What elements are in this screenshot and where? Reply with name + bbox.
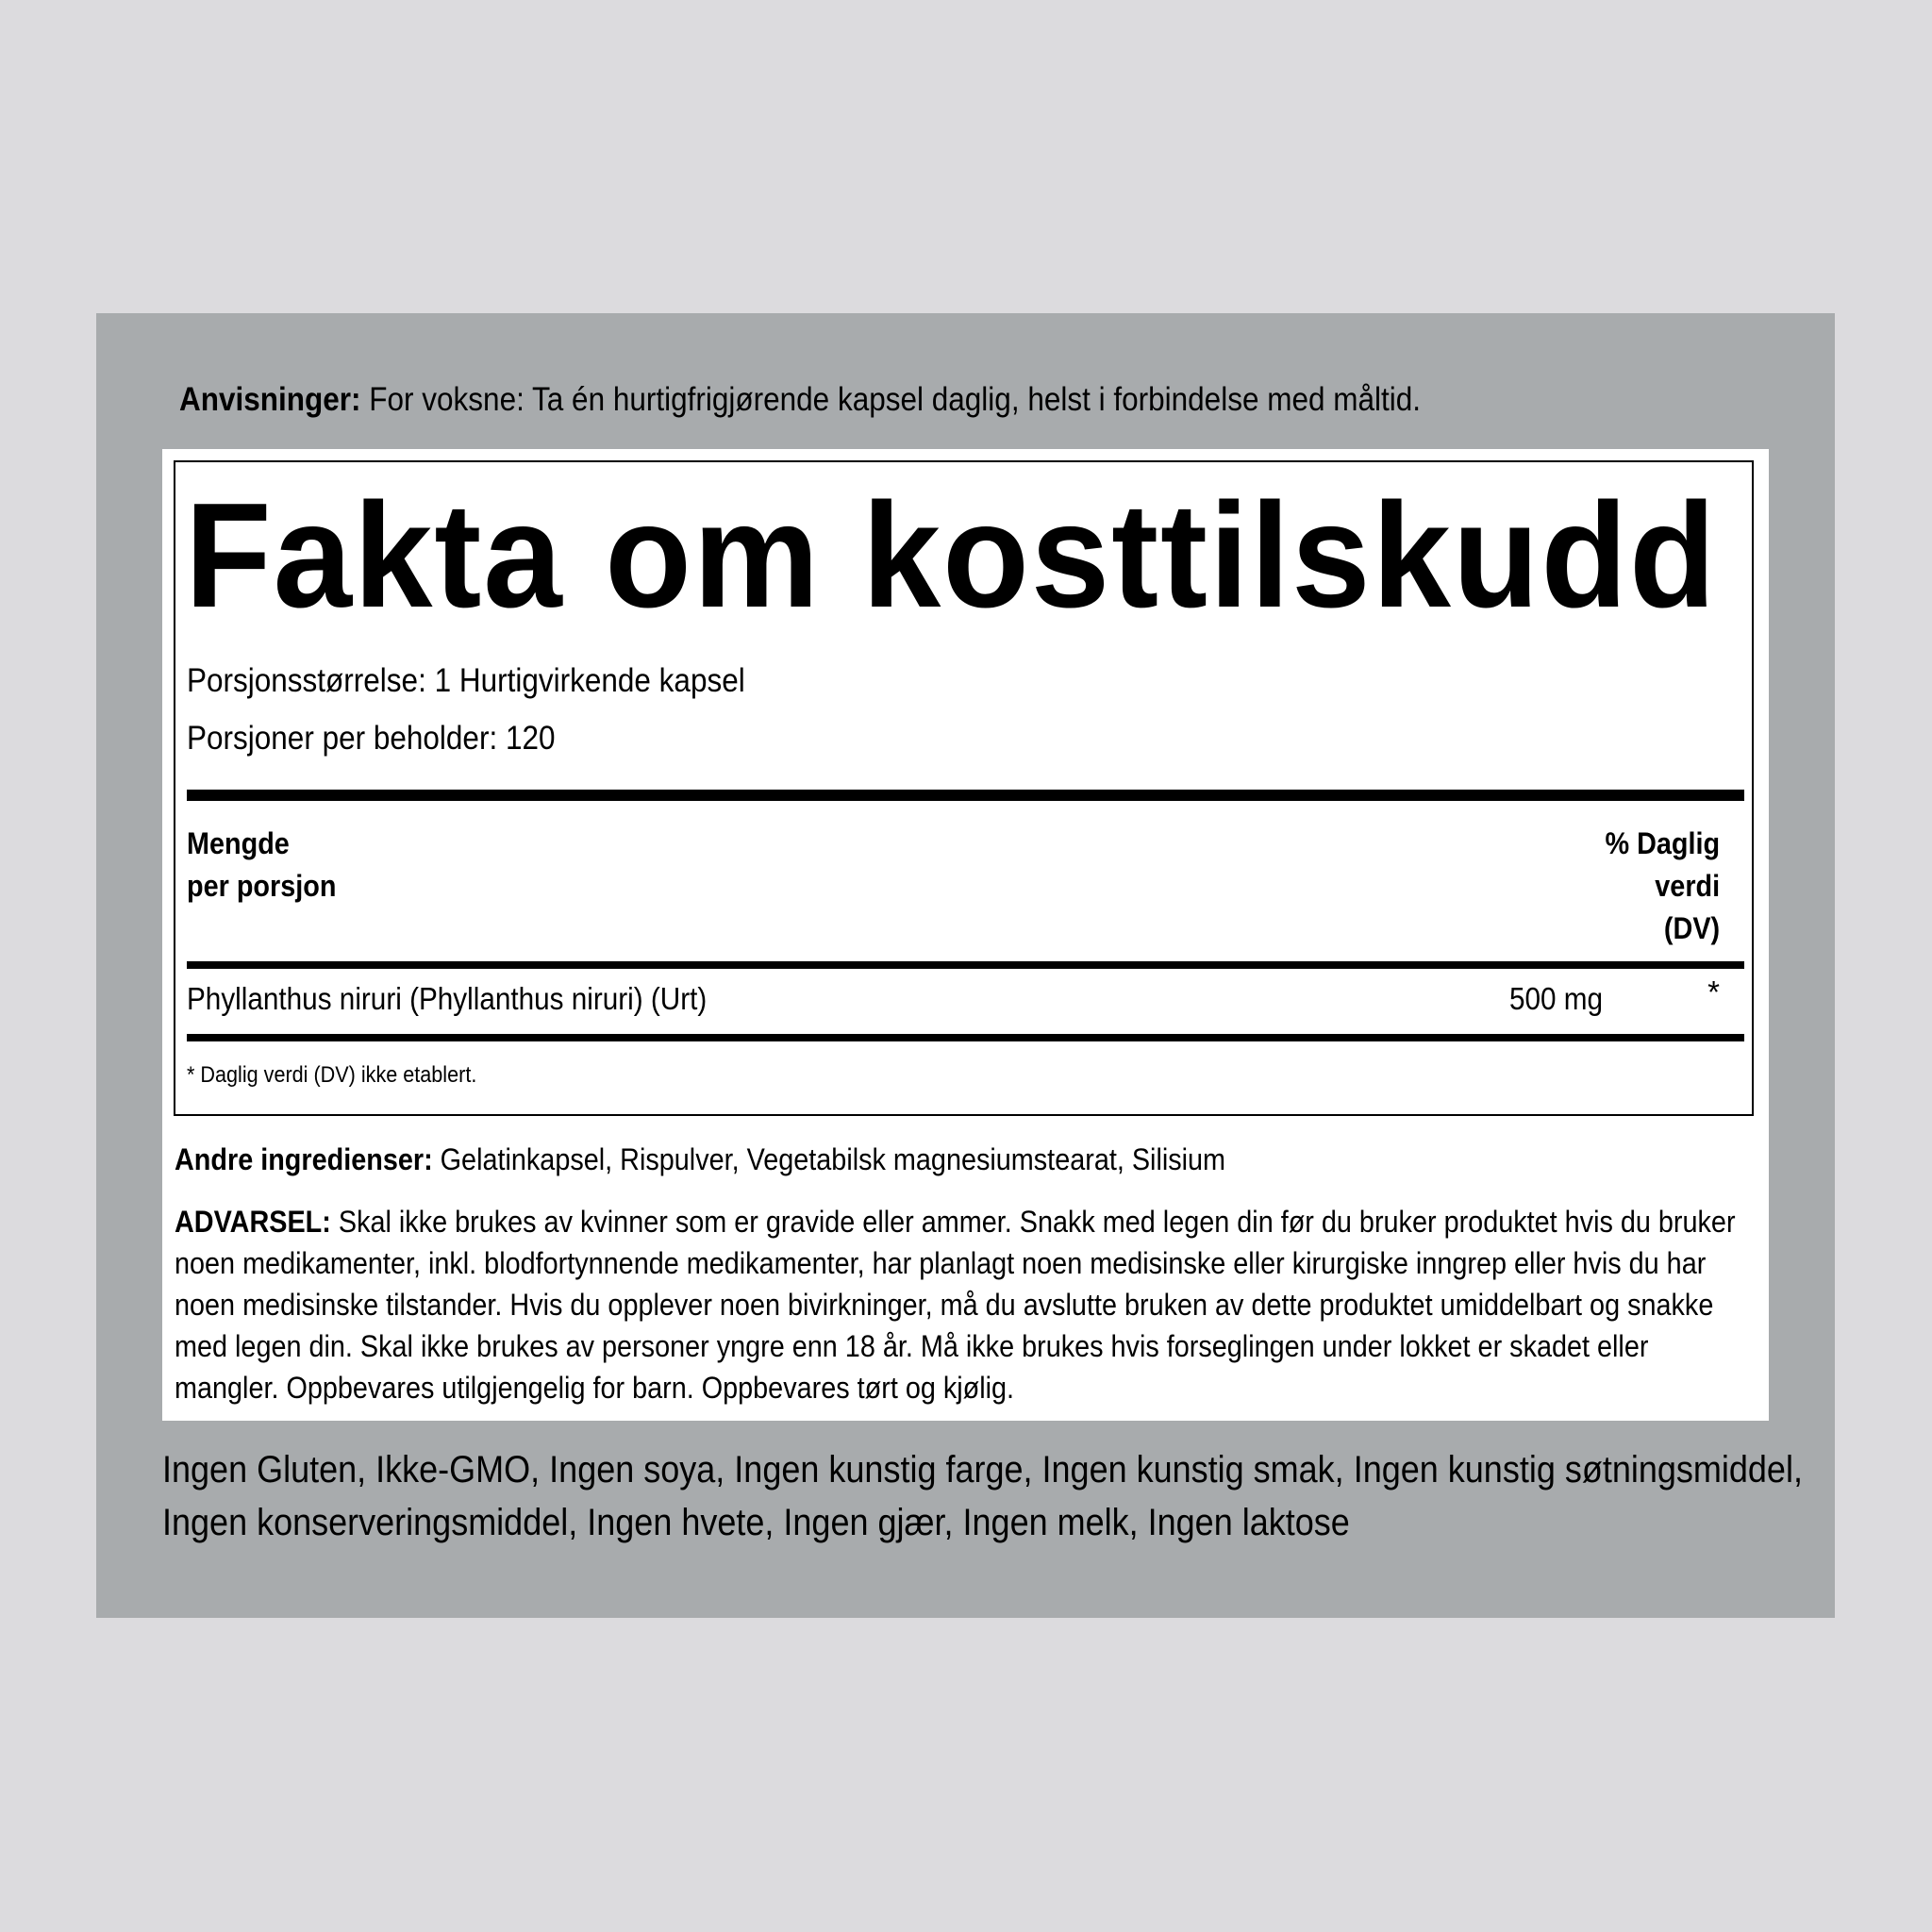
dv-header-line3: (DV) xyxy=(1663,911,1720,945)
nutrient-name: Phyllanthus niruri (Phyllanthus niruri) (Urt) xyxy=(187,981,708,1016)
header-divider xyxy=(187,961,1744,969)
label-white-area xyxy=(162,449,1769,1421)
nutrient-amount: 500 mg xyxy=(1509,981,1604,1016)
directions-text xyxy=(179,379,1623,421)
amount-header-line1: Mengde xyxy=(187,826,290,860)
warning-text xyxy=(175,1201,1752,1408)
amount-header-line2: per porsjon xyxy=(187,869,337,903)
servings-per-container: Porsjoner per beholder: 120 xyxy=(187,720,556,757)
dv-header-line2: verdi xyxy=(1655,869,1720,903)
warning-body: Skal ikke brukes av kvinner som er gravide eller ammer. Snakk med legen din før du bruker produktet hvis du bruker noen medikamenter, inkl. blodfortynnende medikamenter, har planlagt noen medisinske eller kirurgiske inngrep eller hvis du har noen medisinske tilstander. Hvis du opplever noen bivirkninger, må du avslutte bruken av dette produktet umiddelbart og snakke med legen din. Skal ikke brukes av personer yngre enn 18 år. Må ikke brukes hvis forseglingen under lokket er skadet eller mangler. Oppbevares utilgjengelig for barn. Oppbevares tørt og kjølig. xyxy=(175,1205,1736,1405)
dv-header-line1: % Daglig xyxy=(1605,826,1720,860)
serving-size: Porsjonsstørrelse: 1 Hurtigvirkende kapsel xyxy=(187,662,745,699)
directions-label: Anvisninger: xyxy=(179,381,361,418)
nutrient-daily-value: * xyxy=(1707,974,1720,1009)
supplement-facts-box xyxy=(174,460,1754,1116)
other-ingredients xyxy=(175,1139,1225,1180)
other-ingredients-text: Gelatinkapsel, Rispulver, Vegetabilsk magnesiumstearat, Silisium xyxy=(432,1142,1226,1176)
warning-label: ADVARSEL: xyxy=(175,1205,331,1239)
amount-per-serving-header xyxy=(187,823,336,908)
daily-value-footnote: * Daglig verdi (DV) ikke etablert. xyxy=(187,1062,477,1088)
directions-body: For voksne: Ta én hurtigfrigjørende kapsel daglig, helst i forbindelse med måltid. xyxy=(360,381,1422,418)
supplement-facts-title: Fakta om kosttilskudd xyxy=(185,473,1718,639)
nutrient-divider xyxy=(187,1034,1744,1041)
free-from-claims: Ingen Gluten, Ikke-GMO, Ingen soya, Ingen kunstig farge, Ingen kunstig smak, Ingen kunstig søtningsmiddel, Ingen konserveringsmiddel, Ingen hvete, Ingen gjær, Ingen melk, Ingen laktose xyxy=(162,1449,1803,1543)
label-panel xyxy=(96,313,1835,1618)
other-ingredients-label: Andre ingredienser: xyxy=(175,1142,433,1176)
thick-divider xyxy=(187,790,1744,801)
daily-value-header xyxy=(1605,823,1720,950)
